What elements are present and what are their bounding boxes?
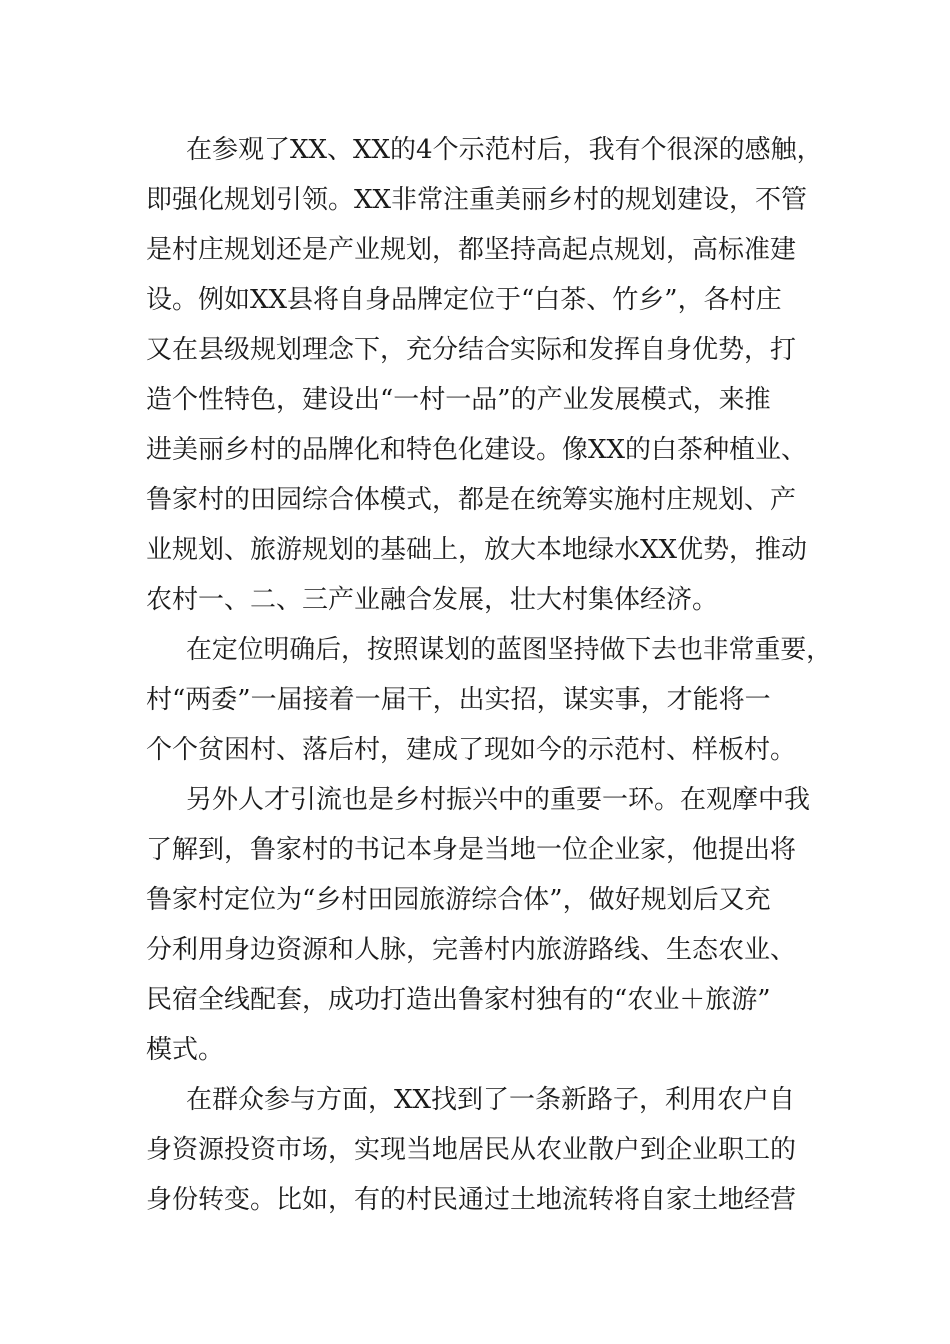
- text-line: 在参观了XX、XX的4个示范村后，我有个很深的感触，: [186, 135, 823, 165]
- text-line: 在定位明确后，按照谋划的蓝图坚持做下去也非常重要，: [186, 635, 833, 665]
- text-line: 设。例如XX县将自身品牌定位于“白茶、竹乡”，各村庄: [146, 285, 782, 315]
- text-line: 了解到，鲁家村的书记本身是当地一位企业家，他提出将: [146, 835, 797, 865]
- text-line: 进美丽乡村的品牌化和特色化建设。像XX的白茶种植业、: [146, 435, 808, 465]
- text-line: 造个性特色，建设出“一村一品”的产业发展模式，来推: [146, 385, 771, 415]
- text-line: 个个贫困村、落后村，建成了现如今的示范村、样板村。: [146, 735, 797, 765]
- text-line: 又在县级规划理念下，充分结合实际和发挥自身优势，打: [146, 335, 797, 365]
- text-line: 身资源投资市场，实现当地居民从农业散户到企业职工的: [146, 1135, 797, 1165]
- text-line: 分利用身边资源和人脉，完善村内旅游路线、生态农业、: [146, 935, 797, 965]
- text-line: 村“两委”一届接着一届干，出实招，谋实事，才能将一: [146, 685, 771, 715]
- text-line: 即强化规划引领。XX非常注重美丽乡村的规划建设，不管: [146, 185, 808, 215]
- text-line: 鲁家村定位为“乡村田园旅游综合体”，做好规划后又充: [146, 885, 771, 915]
- text-line: 在群众参与方面，XX找到了一条新路子，利用农户自: [186, 1085, 796, 1115]
- text-line: 业规划、旅游规划的基础上，放大本地绿水XX优势，推动: [146, 535, 808, 565]
- text-line: 鲁家村的田园综合体模式，都是在统筹实施村庄规划、产: [146, 485, 797, 515]
- text-line: 民宿全线配套，成功打造出鲁家村独有的“农业＋旅游”: [146, 985, 771, 1015]
- text-line: 另外人才引流也是乡村振兴中的重要一环。在观摩中我: [186, 785, 811, 815]
- text-line: 是村庄规划还是产业规划，都坚持高起点规划，高标准建: [146, 235, 797, 265]
- text-line: 农村一、二、三产业融合发展，壮大村集体经济。: [146, 585, 719, 615]
- text-line: 身份转变。比如，有的村民通过土地流转将自家土地经营: [146, 1185, 797, 1215]
- text-line: 模式。: [146, 1035, 225, 1065]
